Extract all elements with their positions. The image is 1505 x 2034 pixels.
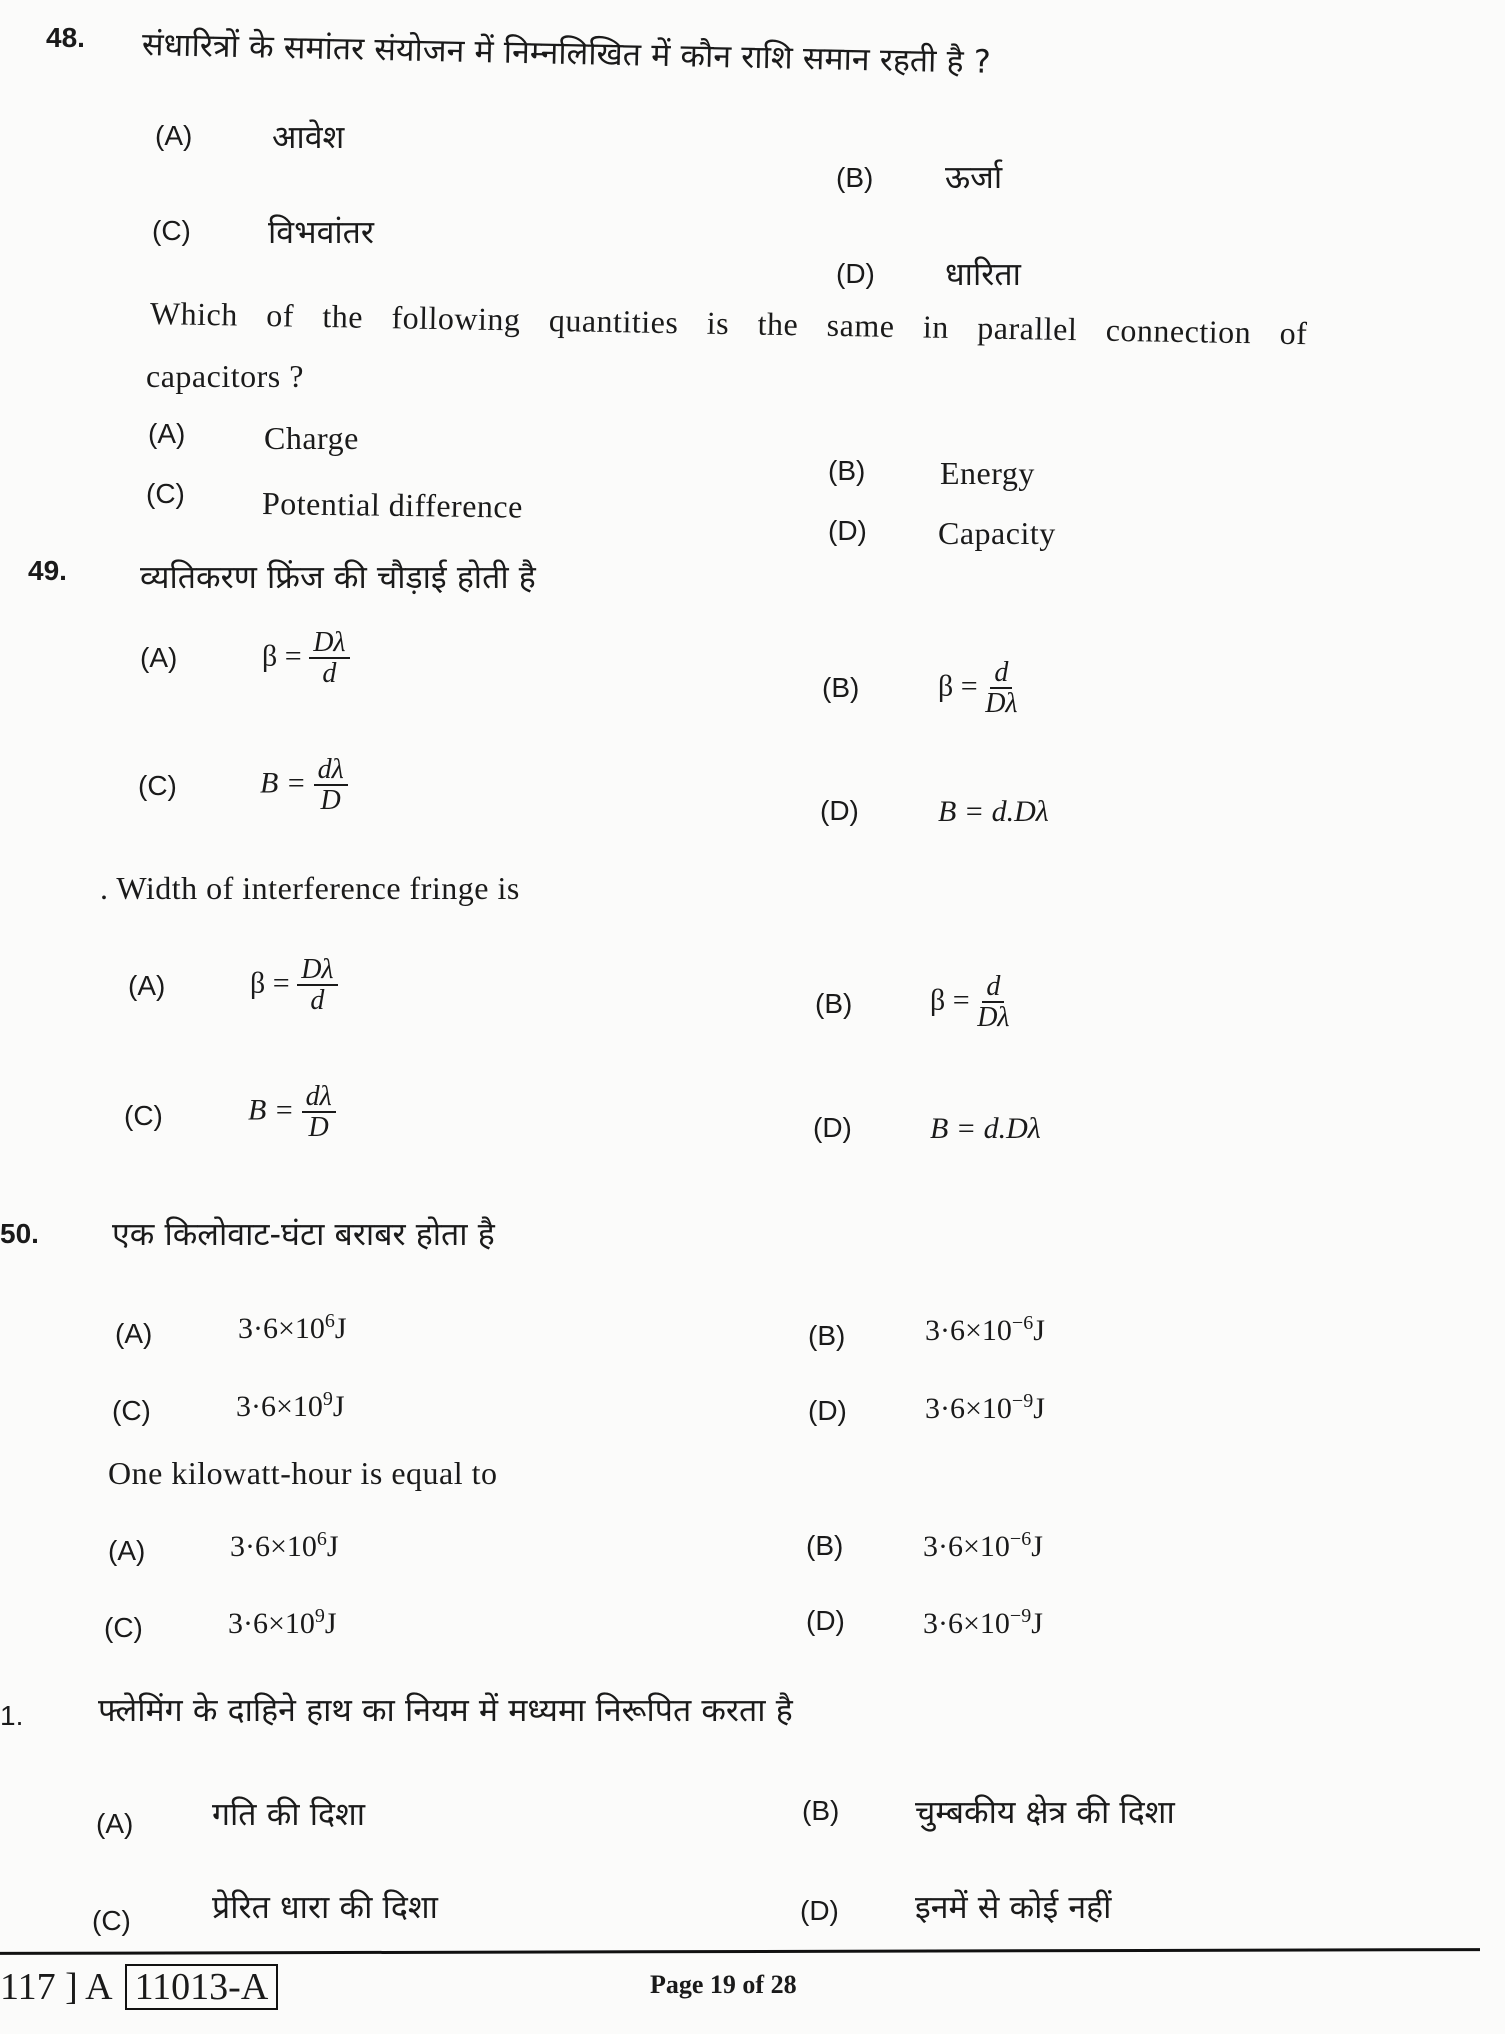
formula: β = $\frac{d}{D\lambda}$ — [930, 971, 1010, 1034]
option-label: (C) — [124, 1100, 163, 1131]
option-text: इनमें से कोई नहीं — [915, 1888, 1112, 1926]
question-text-hindi: फ्लेमिंग के दाहिने हाथ का नियम में मध्यमा निरूपित करता है — [98, 1691, 793, 1729]
question-text-english: Which of the following quantities is the same in parallel connection of — [149, 295, 1308, 352]
option-label: (B) — [822, 672, 860, 703]
option-label: (B) — [828, 455, 866, 486]
option-label: (A) — [148, 418, 186, 449]
question-number: 50. — [0, 1218, 39, 1249]
option-label: (D) — [836, 258, 875, 289]
option-label: (A) — [115, 1318, 153, 1349]
footer-code: 117 ] A 11013-A — [0, 1965, 278, 2009]
formula: B = d.Dλ — [938, 795, 1049, 828]
option-label: (A) — [155, 120, 193, 151]
option-label: (B) — [815, 988, 853, 1019]
option-label: (C) — [92, 1905, 131, 1936]
formula: B = d.Dλ — [930, 1112, 1041, 1145]
footer-divider — [0, 1948, 1480, 1955]
option-label: (A) — [96, 1808, 134, 1839]
option-label: (D) — [820, 795, 859, 826]
option-text: Potential difference — [261, 485, 524, 525]
question-text-english: . Width of interference fringe is — [100, 870, 520, 906]
option-label: (D) — [806, 1605, 845, 1636]
option-label: (D) — [808, 1395, 847, 1426]
option-text: Energy — [940, 455, 1035, 491]
question-text-english: One kilowatt-hour is equal to — [108, 1455, 498, 1491]
option-label: (B) — [806, 1530, 844, 1561]
formula: $3\cdot 6\times 10^9J$ — [228, 1605, 337, 1640]
formula: β = $\frac{D\lambda}{d}$ — [250, 955, 338, 1016]
option-text: आवेश — [272, 118, 345, 156]
formula: B = $\frac{d\lambda}{D}$ — [248, 1082, 336, 1143]
option-text: धारिता — [945, 255, 1021, 293]
option-label: (D) — [813, 1112, 852, 1143]
formula: $3\cdot 6\times 10^6J$ — [230, 1528, 339, 1563]
question-text-hindi: संधारित्रों के समांतर संयोजन में निम्नलिखित में कौन राशि समान रहती है ? — [141, 25, 992, 81]
option-label: (D) — [828, 515, 867, 546]
option-label: (C) — [152, 215, 191, 246]
option-label: (B) — [808, 1320, 846, 1351]
option-text: गति की दिशा — [212, 1795, 366, 1833]
option-label: (A) — [140, 642, 178, 673]
page-number: Page 19 of 28 — [650, 1970, 797, 1999]
formula: $3\cdot 6\times 10^{-6}J$ — [925, 1312, 1045, 1347]
option-label: (C) — [104, 1612, 143, 1643]
option-label: (C) — [112, 1395, 151, 1426]
question-number: 1. — [0, 1700, 24, 1731]
formula: β = $\frac{D\lambda}{d}$ — [262, 628, 350, 689]
formula: $3\cdot 6\times 10^{-9}J$ — [925, 1390, 1045, 1425]
option-label: (A) — [108, 1535, 146, 1566]
option-text: विभवांतर — [268, 213, 374, 251]
formula: β = $\frac{d}{D\lambda}$ — [938, 657, 1018, 720]
option-text: चुम्बकीय क्षेत्र की दिशा — [915, 1793, 1175, 1831]
option-label: (C) — [138, 770, 177, 801]
formula: $3\cdot 6\times 10^{-9}J$ — [923, 1605, 1043, 1640]
option-label: (C) — [146, 478, 185, 509]
question-number: 48. — [46, 22, 85, 53]
paper-code-box: 11013-A — [125, 1964, 279, 2010]
question-number: 49. — [28, 555, 67, 586]
formula: $3\cdot 6\times 10^6J$ — [238, 1310, 347, 1345]
question-text-hindi: एक किलोवाट-घंटा बराबर होता है — [112, 1215, 495, 1253]
formula: $3\cdot 6\times 10^{-6}J$ — [923, 1528, 1043, 1563]
option-label: (D) — [800, 1895, 839, 1926]
option-label: (B) — [836, 162, 874, 193]
formula: B = $\frac{d\lambda}{D}$ — [260, 755, 348, 816]
question-text-english: capacitors ? — [146, 358, 304, 394]
option-text: ऊर्जा — [945, 158, 1003, 196]
question-text-hindi: व्यतिकरण फ्रिंज की चौड़ाई होती है — [140, 558, 536, 596]
formula: $3\cdot 6\times 10^9J$ — [236, 1388, 345, 1423]
option-text: Capacity — [938, 515, 1056, 551]
option-text: Charge — [264, 420, 359, 456]
option-text: प्रेरित धारा की दिशा — [212, 1888, 438, 1926]
option-label: (A) — [128, 970, 166, 1001]
option-label: (B) — [802, 1795, 840, 1826]
